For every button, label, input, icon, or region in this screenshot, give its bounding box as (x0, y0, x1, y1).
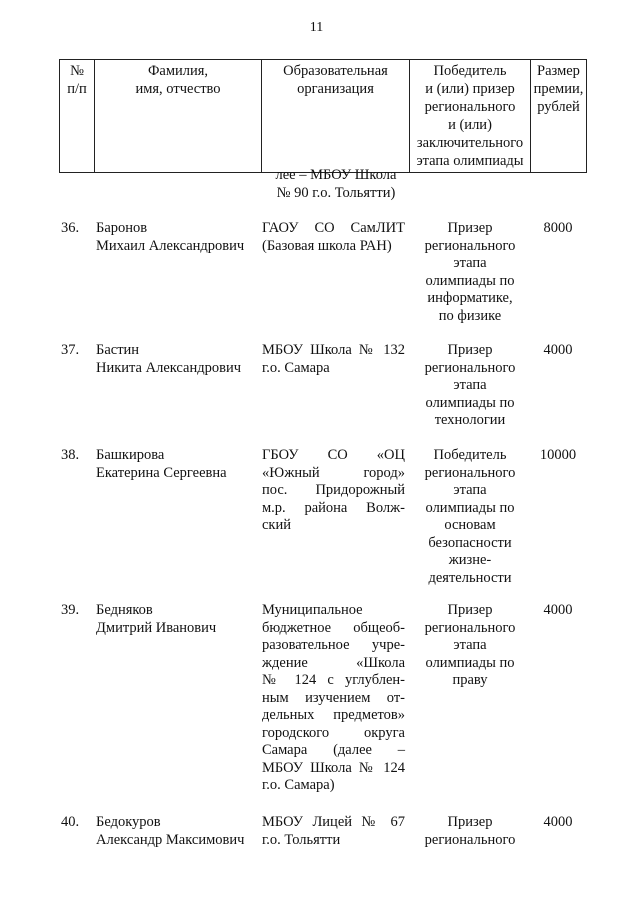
prize-amount: 4000 (543, 814, 573, 830)
row-number: 40. (61, 814, 80, 830)
organization: Муниципальное бюджетное общеоб- разовательное учре- ждение «Школа № 124 с углублен- ным изучением от- дельных предметов» городского округа Самара (далее – МБОУ Школа № 124 г.о. Самара) (262, 602, 405, 793)
header-organization: Образовательная организация (262, 60, 410, 173)
table-header (59, 59, 587, 173)
organization: ГАОУ СО СамЛИТ (Базовая школа РАН) (262, 220, 405, 254)
header-winner: Победитель и (или) призер регионального и (или) заключительного этапа олимпиады (410, 60, 531, 173)
header-number: № п/п (60, 60, 95, 173)
prize-amount: 8000 (543, 220, 573, 236)
row-number: 37. (61, 342, 80, 358)
person-name: Баронов Михаил Александрович (96, 220, 245, 254)
row-number: 38. (61, 447, 80, 463)
person-name: Башкирова Екатерина Сергеевна (96, 447, 227, 481)
page-number: 11 (309, 20, 324, 35)
prize-amount: 4000 (543, 602, 573, 618)
winner-status: Победитель регионального этапа олимпиады по основам безопасности жизне- деятельности (424, 447, 516, 586)
winner-status: Призер регионального этапа олимпиады по технологии (424, 342, 516, 428)
person-name: Бедняков Дмитрий Иванович (96, 602, 217, 636)
winner-status: Призер регионального этапа олимпиады по информатике, по физике (424, 220, 516, 324)
header-prize: Размер премии, рублей (531, 60, 587, 173)
organization: ГБОУ СО «ОЦ «Южный город» пос. Придорожный м.р. района Волж- ский (262, 447, 405, 533)
person-name: Бастин Никита Александрович (96, 342, 242, 376)
winner-status: Призер регионального (424, 814, 516, 848)
person-name: Бедокуров Александр Максимович (96, 814, 245, 848)
header-name: Фамилия, имя, отчество (95, 60, 262, 173)
prize-amount: 4000 (543, 342, 573, 358)
prize-amount: 10000 (539, 447, 577, 463)
organization: МБОУ Лицей № 67 г.о. Тольятти (262, 814, 405, 848)
organization-continuation: лее – МБОУ Школа № 90 г.о. Тольятти) (275, 167, 397, 201)
row-number: 36. (61, 220, 80, 236)
winner-status: Призер регионального этапа олимпиады по праву (424, 602, 516, 688)
row-number: 39. (61, 602, 80, 618)
organization: МБОУ Школа № 132 г.о. Самара (262, 342, 405, 376)
